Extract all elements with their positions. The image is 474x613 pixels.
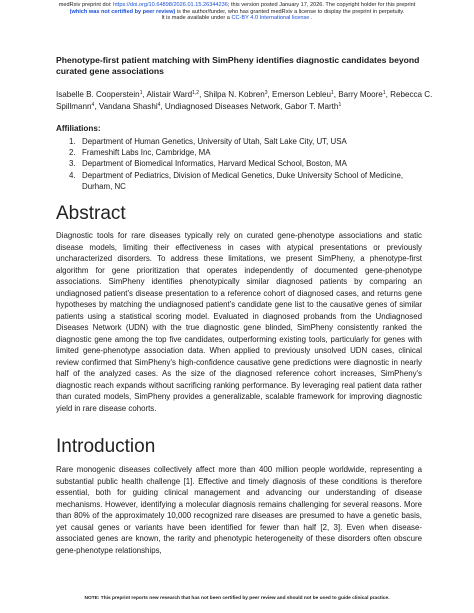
- doi-link[interactable]: https://doi.org/10.64898/2026.01.15.26344236: [113, 2, 228, 8]
- affiliation-item: 4. Department of Pediatrics, Division of Medical Genetics, Duke University School of Medicine, Durham, NC: [69, 170, 404, 191]
- author: Alistair Ward$^{1,2}$,: [146, 90, 204, 99]
- affiliation-item: 2. Frameshift Labs Inc, Cambridge, MA: [69, 148, 211, 158]
- header-line1-suffix: ; this version posted January 17, 2026. The copyright holder for this preprint: [227, 2, 416, 8]
- author: Barry Moore$^1$,: [338, 90, 391, 99]
- license-link[interactable]: CC-BY 4.0 International license: [231, 15, 310, 22]
- affiliation-item: 1. Department of Human Genetics, University of Utah, Salt Lake City, UT, USA: [69, 137, 347, 146]
- author: Gabor T. Marth$^1$: [284, 102, 342, 111]
- author: Vandana Shashi$^4$,: [98, 102, 165, 111]
- abstract-body: Diagnostic tools for rare diseases typically rely on curated gene-phenotype associations and static disease models, limiting their effectiveness in cases with atypical presentations or previously uncharacterized disorders. To address these limitations, we present SimPheny, a phenotype-first algorithm for gene prioritization that operates independently of documented gene-phenotype associations. SimPheny identifies phenotypically similar diagnosed patients by comparing an undiagnosed patient's disease presentation to a reference cohort of diagnosed cases, and returns gene hypotheses by matching the undiagnosed patient's candidate gene list to the causative genes of similar patients using a statistical scoring model. Evaluated in diagnosed probands from the Undiagnosed Diseases Network (UDN) with the true diagnostic gene blinded, SimPheny consistently ranked the diagnostic gene among the top five candidates, outperforming existing tools, particularly for genes with limited gene-phenotype association data. When applied to previously unsolved UDN cases, clinical review confirmed that SimPheny's high-confidence causative gene predictions were diagnostic in nearly half of the analyzed cases. As the size of the diagnosed reference cohort increases, SimPheny's diagnostic reach expands without sacrificing ranking performance. By leveraging real patient data rather than curated models, SimPheny provides a generalizable, scalable framework for improving diagnostic yield in rare disease cohorts.: [56, 231, 422, 413]
- author: Rebecca C. Spillmann$^4$,: [56, 90, 433, 111]
- header-line3-prefix: It is made available under a: [161, 15, 232, 22]
- header-line1-prefix: medRxiv preprint doi:: [58, 2, 114, 8]
- affiliations-heading: Affiliations:: [56, 124, 101, 133]
- author: Shilpa N. Kobren$^3$,: [203, 90, 273, 99]
- header-line2-rest: is the author/funder, who has granted medRxiv a license to display the preprint in perpetuity.: [175, 8, 405, 15]
- introduction-heading: Introduction: [56, 436, 156, 457]
- header-line3-suffix: .: [309, 15, 313, 22]
- author: Emerson Lebleu$^1$,: [272, 90, 339, 99]
- author-list: [56, 89, 436, 113]
- affiliations-list: [56, 136, 428, 192]
- abstract-heading: Abstract: [56, 203, 126, 224]
- preprint-header: [0, 2, 474, 22]
- footer-note: NOTE: This preprint reports new research that has not been certified by peer review and should not be used to guide clinical practice.: [84, 596, 390, 601]
- introduction-body: Rare monogenic diseases collectively affect more than 400 million people worldwide, representing a substantial public health challenge [1]. Effective and timely diagnosis of these conditions is therefore essential, both for guiding clinical management and advancing our understanding of disease mechanisms. However, identifying a molecular diagnosis remains challenging for several reasons. More than 80% of the approximately 10,000 recognized rare diseases are presumed to have a genetic basis, yet causal genes or variants have been identified for fewer than half [2, 3]. Even when disease-associated genes are known, the rarity and phenotypic heterogeneity of these disorders often obscure gene-phenotype relationships,: [56, 465, 422, 555]
- peer-review-note: (which was not certified by peer review): [69, 8, 176, 15]
- author: Isabelle B. Cooperstein$^1$,: [56, 90, 147, 99]
- paper-title: Phenotype-first patient matching with SimPheny identifies diagnostic candidates beyond curated gene associations: [56, 55, 420, 76]
- author: Undiagnosed Diseases Network,: [164, 102, 285, 111]
- affiliation-item: 3. Department of Biomedical Informatics, Harvard Medical School, Boston, MA: [69, 159, 347, 169]
